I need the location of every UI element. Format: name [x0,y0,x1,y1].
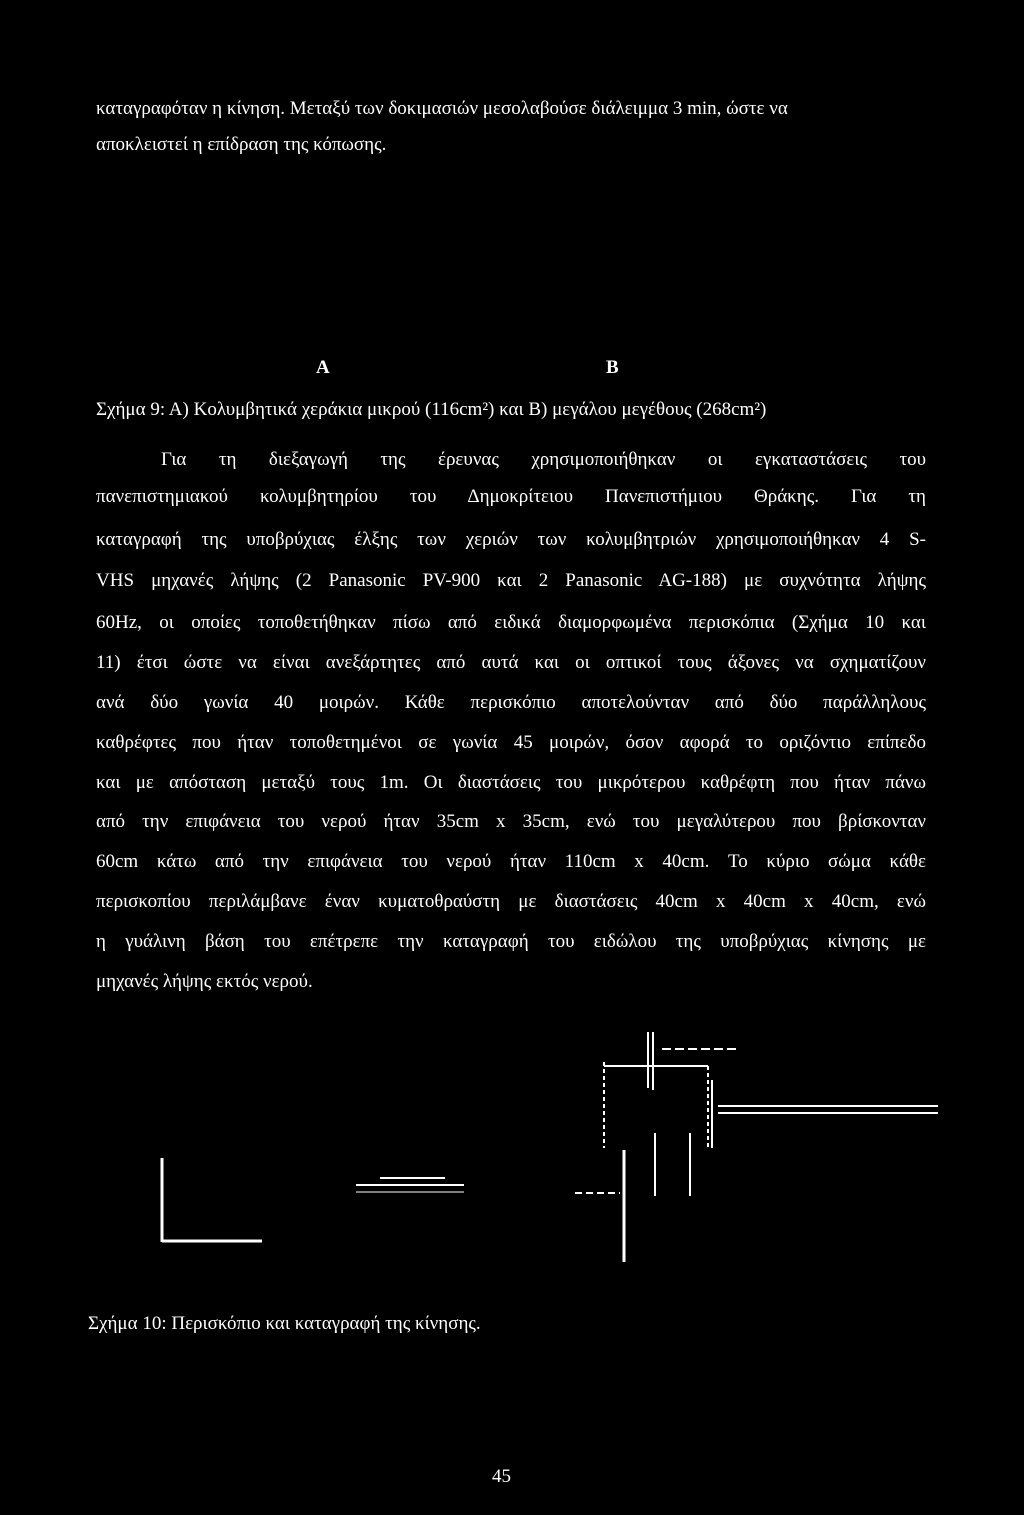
body-line-4: VHS μηχανές λήψης (2 Panasonic PV-900 και 2 Panasonic AG-188) με συχνότητα λήψης [96,570,926,591]
figure9-label-a: A [316,357,330,378]
body-line-12: περισκοπίου περιλάμβανε έναν κυματοθραύστη με διαστάσεις 40cm x 40cm x 40cm, ενώ [96,891,926,912]
body-line-14: μηχανές λήψης εκτός νερού. [96,971,313,992]
body-line-9: και με απόσταση μεταξύ τους 1m. Οι διαστάσεις του μικρότερου καθρέφτη που ήταν πάνω [96,772,926,793]
figure10-caption: Σχήμα 10: Περισκόπιο και καταγραφή της κίνησης. [88,1313,481,1334]
figure9-caption: Σχήμα 9: Α) Κολυμβητικά χεράκια μικρού (116cm²) και Β) μεγάλου μεγέθους (268cm²) [96,399,767,420]
body-line-7: ανά δύο γωνία 40 μοιρών. Κάθε περισκόπιο αποτελούνταν από δύο παράλληλους [96,692,926,713]
page-number: 45 [492,1466,511,1487]
intro-line-1: καταγραφόταν η κίνηση. Μεταξύ των δοκιμασιών μεσολαβούσε διάλειμμα 3 min, ώστε να [96,98,788,119]
body-line-5: 60Hz, οι οποίες τοποθετήθηκαν πίσω από ειδικά διαμορφωμένα περισκόπια (Σχήμα 10 και [96,612,926,633]
body-line-8: καθρέφτες που ήταν τοποθετημένοι σε γωνία 45 μοιρών, όσον αφορά το οριζόντιο επίπεδο [96,732,926,753]
body-line-10: από την επιφάνεια του νερού ήταν 35cm x 35cm, ενώ του μεγαλύτερου που βρίσκονταν [96,811,926,832]
body-line-11: 60cm κάτω από την επιφάνεια του νερού ήταν 110cm x 40cm. Το κύριο σώμα κάθε [96,851,926,872]
body-line-6: 11) έτσι ώστε να είναι ανεξάρτητες από αυτά και οι οπτικοί τους άξονες να σχηματίζουν [96,652,926,673]
body-line-13: η γυάλινη βάση του επέτρεπε την καταγραφή του ειδώλου της υποβρύχιας κίνησης με [96,931,926,952]
body-line-2: πανεπιστημιακού κολυμβητηρίου του Δημοκρίτειου Πανεπιστήμιου Θράκης. Για τη [96,486,926,507]
intro-line-2: αποκλειστεί η επίδραση της κόπωσης. [96,134,387,155]
figure9-label-b: B [606,357,619,378]
body-line-3: καταγραφή της υποβρύχιας έλξης των χεριών των κολυμβητριών χρησιμοποιήθηκαν 4 S- [96,529,926,550]
body-line-1: Για τη διεξαγωγή της έρευνας χρησιμοποιήθηκαν οι εγκαταστάσεις του [161,449,926,470]
